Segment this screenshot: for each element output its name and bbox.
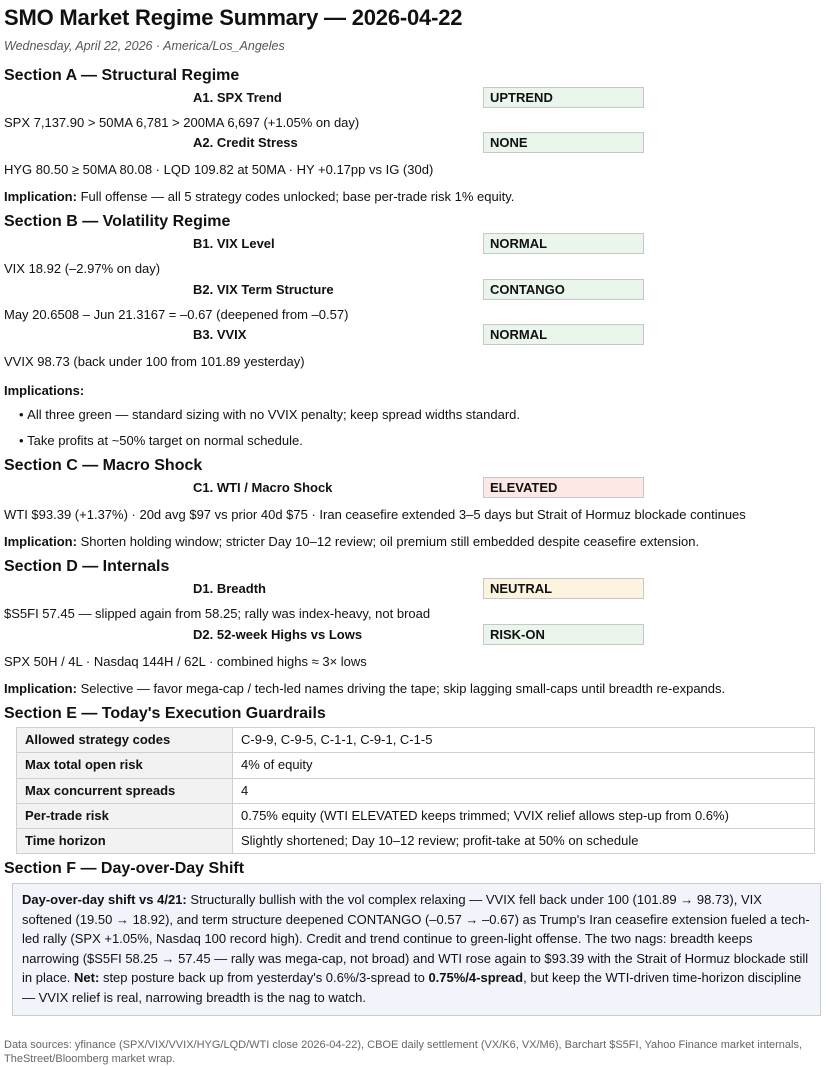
metric-label: C1. WTI / Macro Shock <box>193 479 333 495</box>
table-row <box>17 778 815 803</box>
table-value: C-9-9, C-9-5, C-1-1, C-9-1, C-1-5 <box>233 728 815 753</box>
table-key: Allowed strategy codes <box>17 728 233 753</box>
implications-heading <box>4 383 822 399</box>
section-d-title: Section D — Internals <box>4 558 170 576</box>
metric-row-c1 <box>4 476 822 499</box>
table-row <box>17 803 815 828</box>
summary-emphasis: 0.75%/4-spread <box>428 970 524 986</box>
summary-text: Structurally bullish with the vol complex relaxing — VVIX fell back under 100 (101.89 → 98.73), VIX softened (19.50 → 18.92), and term structure deepened CONTANGO (–0.57 → –0.67) as Trump's Iran ceasefire extension fueled a tech-led rally (SPX +1.05%, Nasdaq 100 record high). Credit and trend continue to green-light offense. The two nags: breadth keeps narrowing ($S5FI 58.25 → 57.45 — rally was mega-cap, not broad) and WTI rose again to $93.39 with the Strait of Hormuz blockade still in place. <box>22 892 810 986</box>
summary-text: , but keep the WTI-driven time-horizon discipline — VVIX relief is real, narrowing breadth is the nag to watch. <box>22 970 802 1005</box>
section-f-title: Section F — Day-over-Day Shift <box>4 860 245 878</box>
section-b <box>4 211 822 449</box>
page-title: SMO Market Regime Summary — 2026-04-22 <box>4 5 463 30</box>
implications-label: Implications: <box>4 383 85 399</box>
metric-detail: VIX 18.92 (–2.97% on day) <box>4 261 161 277</box>
status-badge: NEUTRAL <box>483 578 644 599</box>
implication <box>4 534 822 550</box>
section-f <box>4 858 822 1016</box>
table-key: Time horizon <box>17 829 233 854</box>
implication <box>4 189 822 205</box>
summary-net-label: Net: <box>74 970 100 986</box>
metric-row-d1 <box>4 577 822 600</box>
table-value: Slightly shortened; Day 10–12 review; profit-take at 50% on schedule <box>233 829 815 854</box>
metric-detail: SPX 7,137.90 > 50MA 6,781 > 200MA 6,697 (+1.05% on day) <box>4 114 360 130</box>
metric-row-b2 <box>4 278 822 301</box>
page-subtitle: Wednesday, April 22, 2026 · America/Los_Angeles <box>4 39 285 53</box>
table-value: 4 <box>233 778 815 803</box>
table-key: Max concurrent spreads <box>17 778 233 803</box>
table-key: Per-trade risk <box>17 803 233 828</box>
metric-detail: WTI $93.39 (+1.37%) · 20d avg $97 vs prior 40d $75 · Iran ceasefire extended 3–5 days but Strait of Hormuz blockade continues <box>4 506 746 522</box>
section-a-title: Section A — Structural Regime <box>4 66 240 84</box>
metric-label: A1. SPX Trend <box>193 89 282 105</box>
status-badge: NORMAL <box>483 233 644 254</box>
summary-text: step posture back up from yesterday's 0.6%/3-spread to <box>99 970 429 986</box>
implication-text: Selective — favor mega-cap / tech-led names driving the tape; skip lagging small-caps until breadth re-expands. <box>76 680 726 696</box>
table-value: 4% of equity <box>233 753 815 778</box>
implication-label: Implication: <box>4 189 77 205</box>
status-badge: ELEVATED <box>483 477 644 498</box>
metric-row-a2 <box>4 131 822 154</box>
metric-label: D2. 52-week Highs vs Lows <box>193 626 363 642</box>
status-badge: RISK-ON <box>483 624 644 645</box>
status-badge: UPTREND <box>483 87 644 108</box>
guardrails-table <box>16 727 815 854</box>
table-key: Max total open risk <box>17 753 233 778</box>
section-d <box>4 556 822 697</box>
metric-label: A2. Credit Stress <box>193 134 298 150</box>
metric-row-b1 <box>4 232 822 255</box>
metric-label: B2. VIX Term Structure <box>193 281 334 297</box>
metric-label: B3. VVIX <box>193 326 247 342</box>
section-c-title: Section C — Macro Shock <box>4 456 203 474</box>
implication-text: Shorten holding window; stricter Day 10–12 review; oil premium still embedded despite ceasefire extension. <box>76 534 700 550</box>
status-badge: NONE <box>483 132 644 153</box>
implications-list <box>19 407 822 449</box>
list-item: • All three green — standard sizing with no VVIX penalty; keep spread widths standard. <box>19 407 822 423</box>
metric-detail: HYG 80.50 ≥ 50MA 80.08 · LQD 109.82 at 50MA · HY +0.17pp vs IG (30d) <box>4 161 434 177</box>
day-over-day-summary <box>12 883 821 1016</box>
metric-detail: VVIX 98.73 (back under 100 from 101.89 yesterday) <box>4 353 305 369</box>
implication-label: Implication: <box>4 680 77 696</box>
section-c <box>4 455 822 551</box>
metric-detail: SPX 50H / 4L · Nasdaq 144H / 62L · combined highs ≈ 3× lows <box>4 653 367 669</box>
metric-label: B1. VIX Level <box>193 236 275 252</box>
section-e <box>4 703 822 854</box>
section-e-title: Section E — Today's Execution Guardrails <box>4 705 326 723</box>
metric-row-b3 <box>4 323 822 346</box>
table-row <box>17 829 815 854</box>
metric-detail: $S5FI 57.45 — slipped again from 58.25; rally was index-heavy, not broad <box>4 606 431 622</box>
status-badge: NORMAL <box>483 324 644 345</box>
metric-row-d2 <box>4 623 822 646</box>
table-row <box>17 728 815 753</box>
data-sources-footer: Data sources: yfinance (SPX/VIX/VVIX/HYG/LQD/WTI close 2026-04-22), CBOE daily settlement (VX/K6, VX/M6), Barchart $S5FI, Yahoo Finance market internals, TheStreet/Bloomberg market wrap. <box>4 1039 803 1066</box>
implication-label: Implication: <box>4 534 77 550</box>
implication <box>4 681 822 697</box>
metric-detail: May 20.6508 – Jun 21.3167 = –0.67 (deepened from –0.57) <box>4 306 349 322</box>
metric-row-a1 <box>4 86 822 109</box>
summary-lead-label: Day-over-day shift vs 4/21: <box>22 892 187 908</box>
list-item: • Take profits at ~50% target on normal schedule. <box>19 433 822 449</box>
status-badge: CONTANGO <box>483 279 644 300</box>
section-b-title: Section B — Volatility Regime <box>4 213 231 231</box>
section-a <box>4 65 822 206</box>
implication-text: Full offense — all 5 strategy codes unlocked; base per-trade risk 1% equity. <box>76 189 515 205</box>
metric-label: D1. Breadth <box>193 581 266 597</box>
table-row <box>17 753 815 778</box>
table-value: 0.75% equity (WTI ELEVATED keeps trimmed; VVIX relief allows step-up from 0.6%) <box>233 803 815 828</box>
